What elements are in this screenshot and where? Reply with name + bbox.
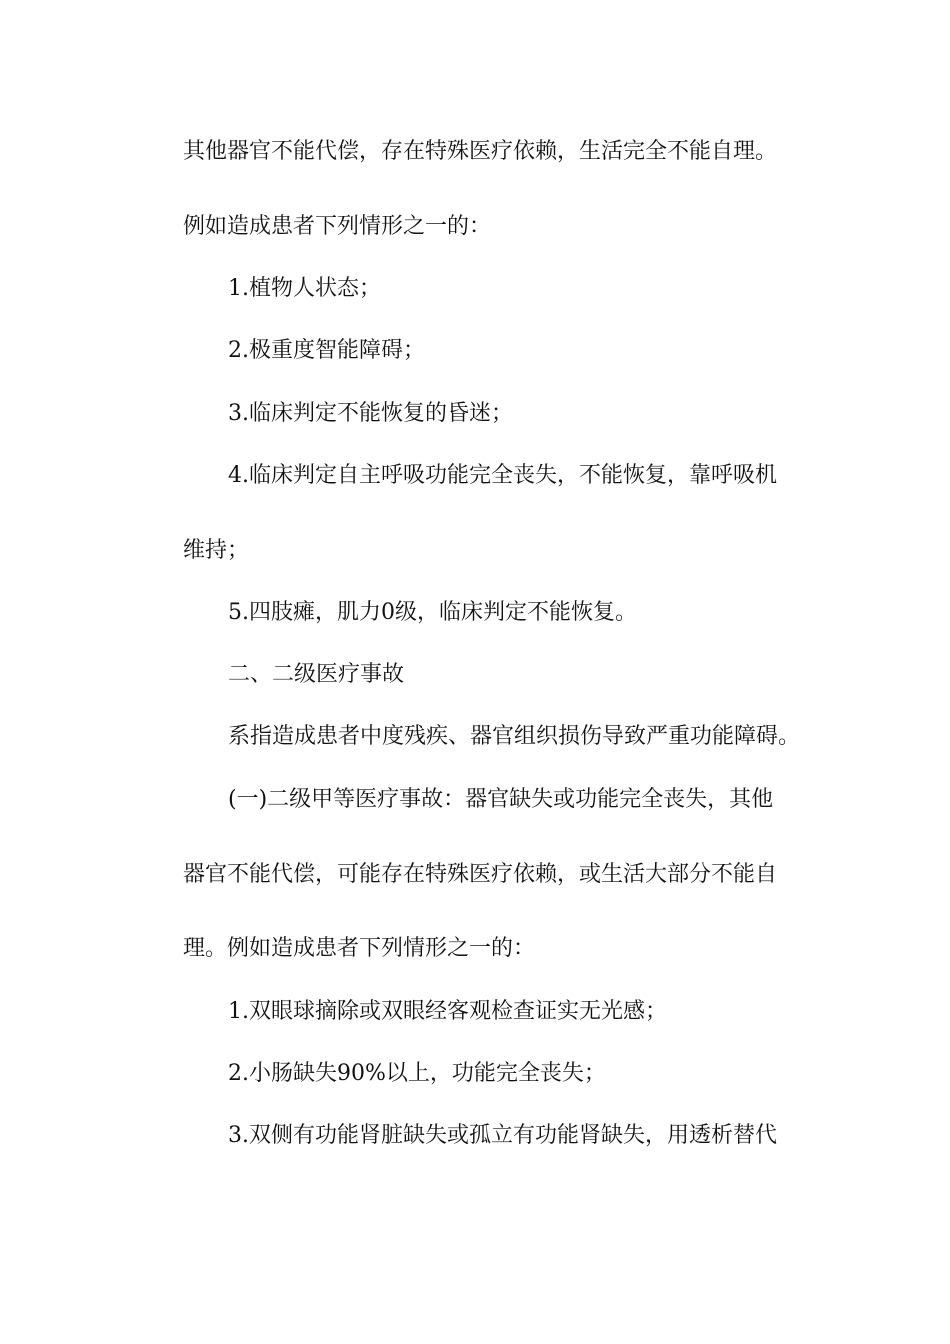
list-item: 3.双侧有功能肾脏缺失或孤立有功能肾缺失，用透析替代: [228, 1123, 777, 1148]
list-item: 3.临床判定不能恢复的昏迷；: [228, 401, 513, 426]
list-item: 2.极重度智能障碍；: [228, 338, 425, 363]
list-item: 5.四肢瘫，肌力0级，临床判定不能恢复。: [228, 600, 637, 625]
paragraph-line: 理。例如造成患者下列情形之一的：: [183, 936, 536, 961]
paragraph-line: 例如造成患者下列情形之一的：: [183, 214, 492, 239]
list-item: 2.小肠缺失90%以上，功能完全丧失；: [228, 1061, 606, 1086]
subsection-line: (一)二级甲等医疗事故：器官缺失或功能完全丧失，其他: [228, 787, 774, 812]
paragraph-line: 维持；: [183, 538, 250, 563]
list-item: 1.植物人状态；: [228, 276, 381, 301]
paragraph-line: 其他器官不能代偿，存在特殊医疗依赖，生活完全不能自理。: [183, 139, 778, 164]
paragraph-line: 器官不能代偿，可能存在特殊医疗依赖，或生活大部分不能自: [183, 862, 778, 887]
paragraph-line: 系指造成患者中度残疾、器官组织损伤导致严重功能障碍。: [228, 724, 801, 749]
list-item: 4.临床判定自主呼吸功能完全丧失，不能恢复，靠呼吸机: [228, 463, 777, 488]
section-heading: 二、二级医疗事故: [228, 662, 405, 687]
list-item: 1.双眼球摘除或双眼经客观检查证实无光感；: [228, 999, 667, 1024]
